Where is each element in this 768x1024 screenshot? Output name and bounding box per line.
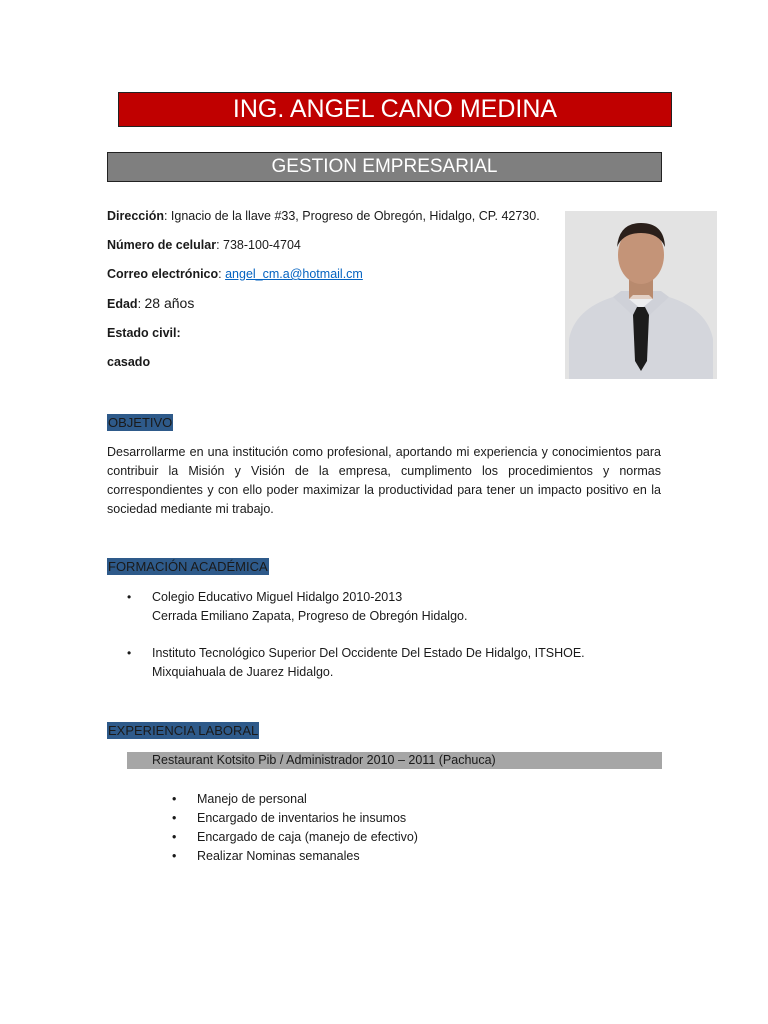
education-location: Cerrada Emiliano Zapata, Progreso de Obregón Hidalgo. <box>152 609 468 623</box>
phone-line <box>107 238 301 252</box>
education-location: Mixquiahuala de Juarez Hidalgo. <box>152 665 334 679</box>
objective-text: Desarrollarme en una institución como profesional, aportando mi experiencia y conocimientos para contribuir la Misión y Visión de la empresa, cumplimento los procedimientos y normas correspondientes y con ello poder maximizar la productividad para tener un impacto positivo en la sociedad mediante mi trabajo. <box>107 445 661 516</box>
email-line <box>107 267 363 281</box>
email-link[interactable]: angel_cm.a@hotmail.cm <box>225 267 363 281</box>
experience-heading: EXPERIENCIA LABORAL <box>108 723 259 738</box>
profession-banner <box>107 152 662 182</box>
education-heading: FORMACIÓN ACADÉMICA <box>108 559 268 574</box>
age-label: Edad <box>107 297 138 311</box>
email-label: Correo electrónico <box>107 267 219 281</box>
profile-photo <box>565 211 717 379</box>
education-item <box>127 644 667 682</box>
list-item <box>172 790 418 809</box>
age-separator: : <box>137 297 145 311</box>
task-text: Encargado de caja (manejo de efectivo) <box>197 830 418 844</box>
profile-photo-image <box>565 211 717 379</box>
job-title-bar <box>127 752 662 769</box>
list-item <box>172 847 418 866</box>
job-title: Restaurant Kotsito Pib / Administrador 2010 – 2011 (Pachuca) <box>152 753 496 767</box>
profession-title: GESTION EMPRESARIAL <box>271 156 498 177</box>
list-item <box>172 809 418 828</box>
address-value: : Ignacio de la llave #33, Progreso de Obregón, Hidalgo, CP. 42730. <box>163 209 540 223</box>
bullet-icon: • <box>172 811 177 825</box>
bullet-icon: • <box>127 590 132 604</box>
bullet-icon: • <box>172 849 177 863</box>
list-item <box>172 828 418 847</box>
civil-status-label: Estado civil: <box>107 326 181 340</box>
resume-name-banner <box>118 92 672 127</box>
objective-heading: OBJETIVO <box>108 415 173 430</box>
address-label: Dirección <box>107 209 164 223</box>
age-line <box>107 295 194 311</box>
phone-value: : 738-100-4704 <box>216 238 301 252</box>
task-text: Realizar Nominas semanales <box>197 849 360 863</box>
bullet-icon: • <box>172 792 177 806</box>
civil-status-value: casado <box>107 355 151 369</box>
education-institution: Colegio Educativo Miguel Hidalgo 2010-2013 <box>152 590 403 604</box>
phone-label: Número de celular <box>107 238 217 252</box>
resume-name: ING. ANGEL CANO MEDINA <box>232 95 558 123</box>
address-line <box>107 209 540 223</box>
bullet-icon: • <box>172 830 177 844</box>
task-text: Manejo de personal <box>197 792 307 806</box>
email-separator: : <box>218 267 226 281</box>
civil-status-value-line <box>107 355 150 369</box>
education-institution: Instituto Tecnológico Superior Del Occidente Del Estado De Hidalgo, ITSHOE. <box>152 646 585 660</box>
bullet-icon: • <box>127 646 132 660</box>
task-list <box>172 790 418 866</box>
task-text: Encargado de inventarios he insumos <box>197 811 407 825</box>
education-item <box>127 588 667 626</box>
civil-status-line <box>107 326 181 340</box>
age-value: 28 años <box>144 295 195 311</box>
